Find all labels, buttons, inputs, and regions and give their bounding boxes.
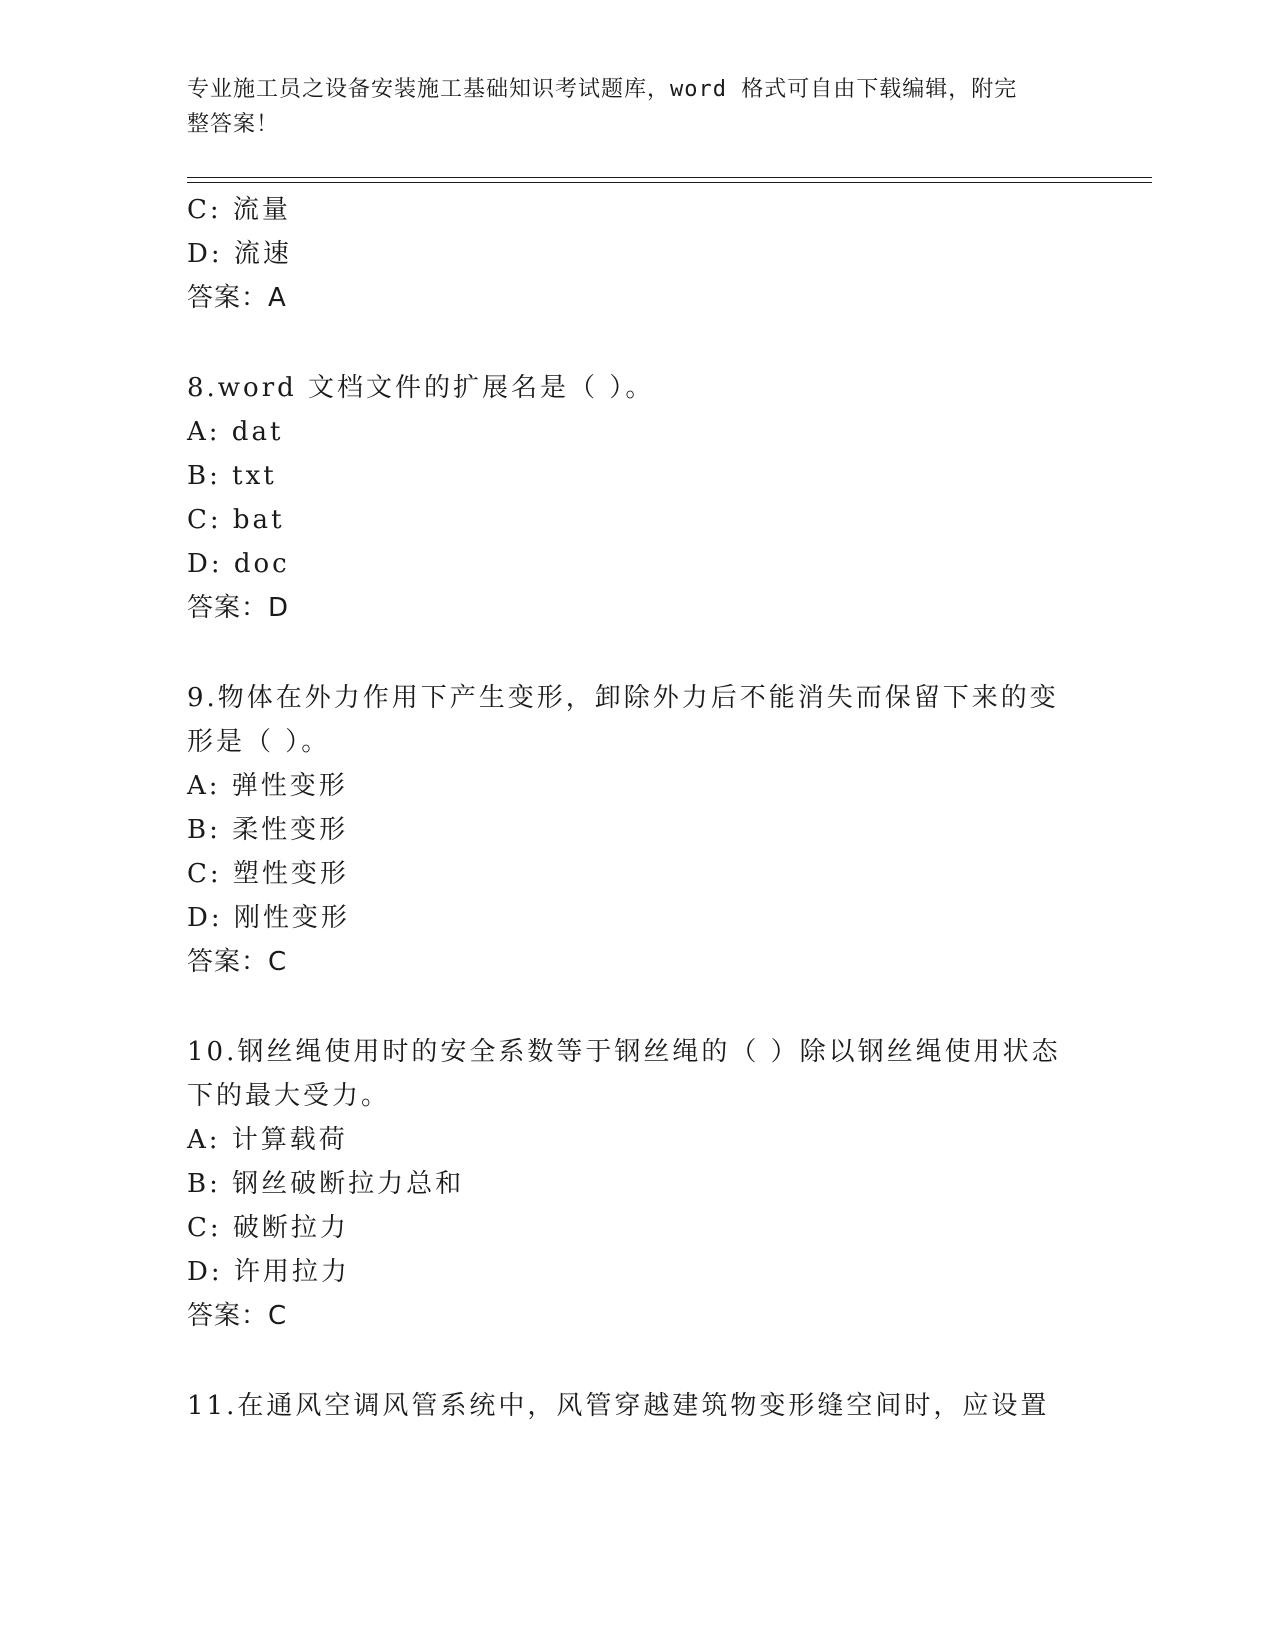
q11-stem-line-1: 11.在通风空调风管系统中，风管穿越建筑物变形缝空间时，应设置: [187, 1391, 1050, 1421]
q9-option-b: B: 柔性变形: [187, 815, 349, 845]
q8-stem: 8.word 文档文件的扩展名是（ ）。: [187, 373, 655, 403]
q7-option-c: C: 流量: [187, 195, 291, 225]
q8-option-a: A: dat: [187, 417, 284, 447]
q9-stem-line-1: 9.物体在外力作用下产生变形，卸除外力后不能消失而保留下来的变: [187, 683, 1059, 713]
q8-option-c: C: bat: [187, 505, 285, 535]
header-line-2: 整答案！: [187, 112, 280, 137]
q10-option-b: B: 钢丝破断拉力总和: [187, 1169, 465, 1199]
q8-option-d: D: doc: [187, 549, 290, 579]
header-divider-bottom: [187, 182, 1152, 183]
q9-option-a: A: 弹性变形: [187, 771, 348, 801]
q9-option-c: C: 塑性变形: [187, 859, 349, 889]
header-line-1: 专业施工员之设备安装施工基础知识考试题库，word 格式可自由下载编辑，附完: [187, 77, 1018, 102]
q10-stem-line-1: 10.钢丝绳使用时的安全系数等于钢丝绳的（ ）除以钢丝绳使用状态: [187, 1037, 1061, 1067]
q9-stem-line-2: 形是（ ）。: [187, 727, 331, 757]
q8-answer: 答案：D: [187, 593, 290, 623]
q7-answer: 答案：A: [187, 283, 287, 313]
q10-option-d: D: 许用拉力: [187, 1257, 350, 1287]
q10-option-a: A: 计算载荷: [187, 1125, 348, 1155]
q10-answer: 答案：C: [187, 1301, 288, 1331]
q8-option-b: B: txt: [187, 461, 277, 491]
q9-option-d: D: 刚性变形: [187, 903, 350, 933]
header-divider-top: [187, 177, 1152, 178]
document-header: [187, 72, 1067, 142]
q10-stem-line-2: 下的最大受力。: [187, 1081, 391, 1111]
q9-answer: 答案：C: [187, 947, 288, 977]
q7-option-d: D: 流速: [187, 239, 292, 269]
q10-option-c: C: 破断拉力: [187, 1213, 349, 1243]
